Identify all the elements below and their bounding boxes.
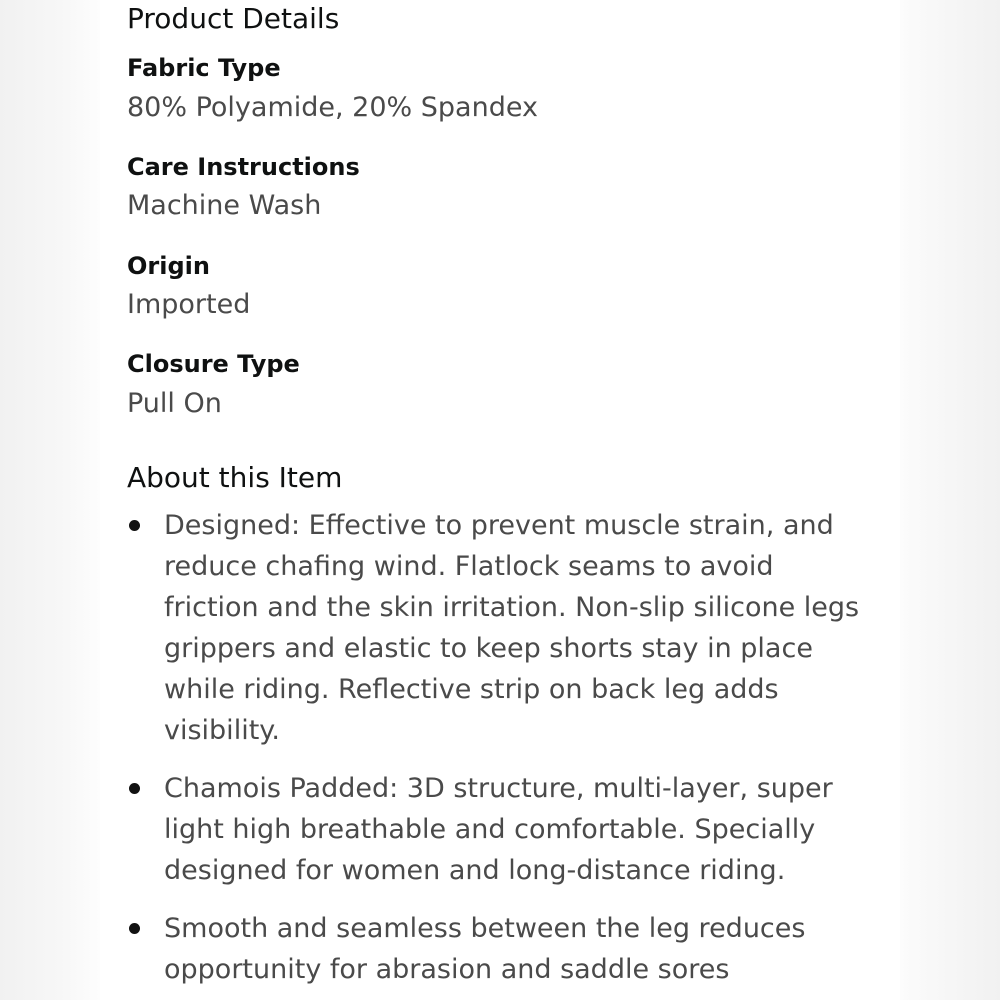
fabric-type-value: 80% Polyamide, 20% Spandex — [127, 92, 538, 123]
bullet-icon — [129, 520, 140, 531]
fabric-type-label: Fabric Type — [127, 54, 281, 82]
closure-type-value: Pull On — [127, 388, 222, 419]
origin-label: Origin — [127, 252, 210, 280]
bullet-icon — [129, 923, 140, 934]
about-bullet-text: Designed: Effective to prevent muscle strain, and reduce chafing wind. Flatlock seams to avoid friction and the skin irritation. Non-slip silicone legs grippers and elastic to keep shorts stay in place while riding. Reflective strip on back leg adds visibility. — [164, 510, 860, 746]
origin-value: Imported — [127, 289, 251, 320]
care-instructions-label: Care Instructions — [127, 153, 360, 181]
bullet-icon — [129, 783, 140, 794]
product-details-heading: Product Details — [127, 2, 340, 35]
closure-type-label: Closure Type — [127, 350, 300, 378]
about-item-heading: About this Item — [127, 461, 343, 494]
about-bullet-text: Smooth and seamless between the leg reduces opportunity for abrasion and saddle sores — [164, 913, 806, 985]
care-instructions-value: Machine Wash — [127, 190, 322, 221]
about-bullet-text: Chamois Padded: 3D structure, multi-layer, super light high breathable and comfortable. Specially designed for women and long-distance riding. — [164, 773, 833, 886]
